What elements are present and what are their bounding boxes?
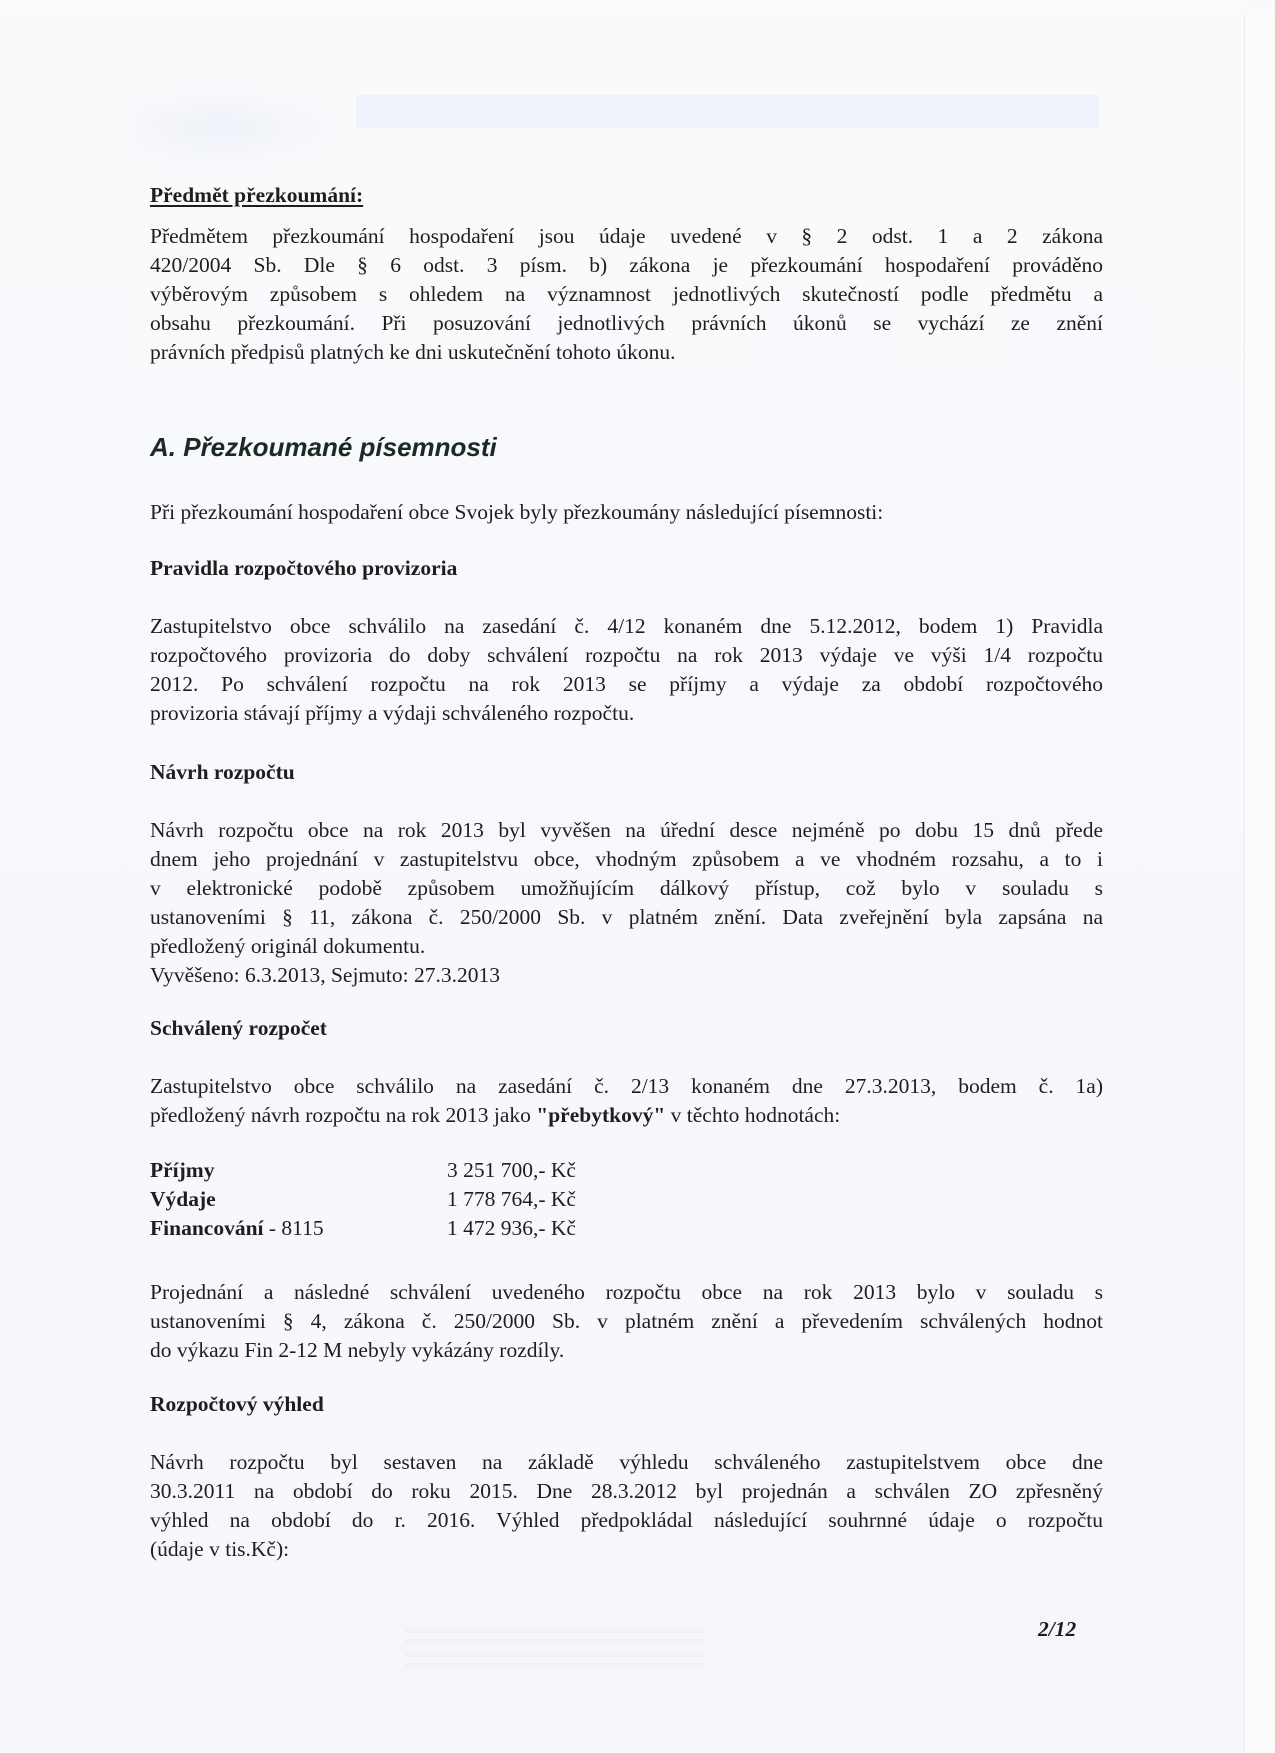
section-a-intro [150, 498, 1103, 527]
budget-label-text: Výdaje [150, 1187, 216, 1211]
section-a-title: A. Přezkoumané písemnosti [150, 432, 497, 462]
paragraph-line: Zastupitelstvo obce schválilo na zasedání č. 2/13 konaném dne 27.3.2013, bodem č. 1a) [150, 1074, 1103, 1098]
budget-label [150, 1158, 214, 1183]
paragraph-line: 30.3.2011 na období do roku 2015. Dne 28.3.2012 byl projednán a schválen ZO zpřesněný [150, 1479, 1103, 1503]
budget-label [150, 1187, 216, 1212]
bleed-through-logo [135, 88, 345, 168]
budget-row-income [150, 1158, 850, 1187]
paragraph-line: ustanoveními § 11, zákona č. 250/2000 Sb. v platném znění. Data zveřejnění byla zapsána na [150, 905, 1103, 929]
page-number: 2/12 [1038, 1617, 1077, 1641]
provizorium-heading: Pravidla rozpočtového provizoria [150, 556, 458, 580]
surplus-label: "přebytkový" [536, 1103, 666, 1127]
paragraph-line: v elektronické podobě způsobem umožňujícím dálkový přístup, což bylo v souladu s [150, 876, 1103, 900]
paragraph-line: Zastupitelstvo obce schválilo na zasedání č. 4/12 konaném dne 5.12.2012, bodem 1) Pravidla [150, 614, 1103, 638]
subject-heading: Předmět přezkoumání: [150, 183, 364, 207]
paragraph-line: Předmětem přezkoumání hospodaření jsou údaje uvedené v § 2 odst. 1 a 2 zákona [150, 224, 1103, 248]
budget-label-text: Příjmy [150, 1158, 215, 1182]
budget-label-suffix: - 8115 [263, 1216, 324, 1240]
vyhled-heading: Rozpočtový výhled [150, 1392, 324, 1416]
budget-value: 1 472 936,- Kč [447, 1216, 576, 1240]
paragraph-line: právních předpisů platných ke dni uskutečnění tohoto úkonu. [150, 340, 676, 364]
paragraph-line [150, 1101, 1103, 1130]
bleed-through-footer [405, 1627, 705, 1672]
paragraph-line: 420/2004 Sb. Dle § 6 odst. 3 písm. b) zákona je přezkoumání hospodaření prováděno [150, 253, 1103, 277]
budget-value: 1 778 764,- Kč [447, 1187, 576, 1211]
bleed-through-header-band [356, 95, 1099, 128]
paragraph-line: výběrovým způsobem s ohledem na významnost jednotlivých skutečností podle předmětu a [150, 282, 1103, 306]
budget-value: 3 251 700,- Kč [447, 1158, 576, 1182]
paragraph-line: dnem jeho projednání v zastupitelstvu obce, vhodným způsobem a ve vhodném rozsahu, a to i [150, 847, 1103, 871]
schvaleny-paragraph [150, 1072, 1103, 1130]
text-run: předložený návrh rozpočtu na rok 2013 jako [150, 1103, 537, 1127]
provizorium-paragraph [150, 612, 1103, 728]
paragraph-line: Návrh rozpočtu obce na rok 2013 byl vyvěšen na úřední desce nejméně po dobu 15 dnů přede [150, 818, 1103, 842]
paragraph-line: Projednání a následné schválení uvedeného rozpočtu obce na rok 2013 bylo v souladu s [150, 1280, 1103, 1304]
paragraph-line: Návrh rozpočtu byl sestaven na základě výhledu schváleného zastupitelstvem obce dne [150, 1450, 1103, 1474]
paragraph-line: do výkazu Fin 2-12 M nebyly vykázány rozdíly. [150, 1338, 565, 1362]
paragraph-line: předložený originál dokumentu. [150, 934, 426, 958]
vyhled-paragraph [150, 1448, 1103, 1564]
schvaleny-heading: Schválený rozpočet [150, 1016, 327, 1040]
budget-label [150, 1216, 324, 1241]
paragraph-line: 2012. Po schválení rozpočtu na rok 2013 se příjmy a výdaje za období rozpočtového [150, 672, 1103, 696]
paragraph-line: rozpočtového provizoria do doby schválení rozpočtu na rok 2013 výdaje ve výši 1/4 rozpočtu [150, 643, 1103, 667]
schvaleny-after-paragraph [150, 1278, 1103, 1365]
navrh-paragraph [150, 816, 1103, 990]
scan-edge-right [1244, 14, 1275, 1753]
paragraph-line: výhled na období do r. 2016. Výhled předpokládal následující souhrnné údaje o rozpočtu [150, 1508, 1103, 1532]
paragraph-line: (údaje v tis.Kč): [150, 1537, 290, 1561]
navrh-heading: Návrh rozpočtu [150, 760, 295, 784]
scan-edge-top [0, 0, 1245, 12]
paragraph-line: obsahu přezkoumání. Při posuzování jednotlivých právních úkonů se vychází ze znění [150, 311, 1103, 335]
paragraph-line: ustanoveními § 4, zákona č. 250/2000 Sb. v platném znění a převedením schválených hodnot [150, 1309, 1103, 1333]
paragraph-line: Při přezkoumání hospodaření obce Svojek byly přezkoumány následující písemnosti: [150, 500, 884, 524]
budget-row-expenses [150, 1187, 850, 1216]
text-run: v těchto hodnotách: [665, 1103, 841, 1127]
subject-paragraph [150, 222, 1103, 367]
budget-label-text: Financování [150, 1216, 264, 1240]
posted-dates: Vyvěšeno: 6.3.2013, Sejmuto: 27.3.2013 [150, 963, 500, 987]
paragraph-line: provizoria stávají příjmy a výdaji schváleného rozpočtu. [150, 701, 635, 725]
budget-row-financing [150, 1216, 850, 1245]
